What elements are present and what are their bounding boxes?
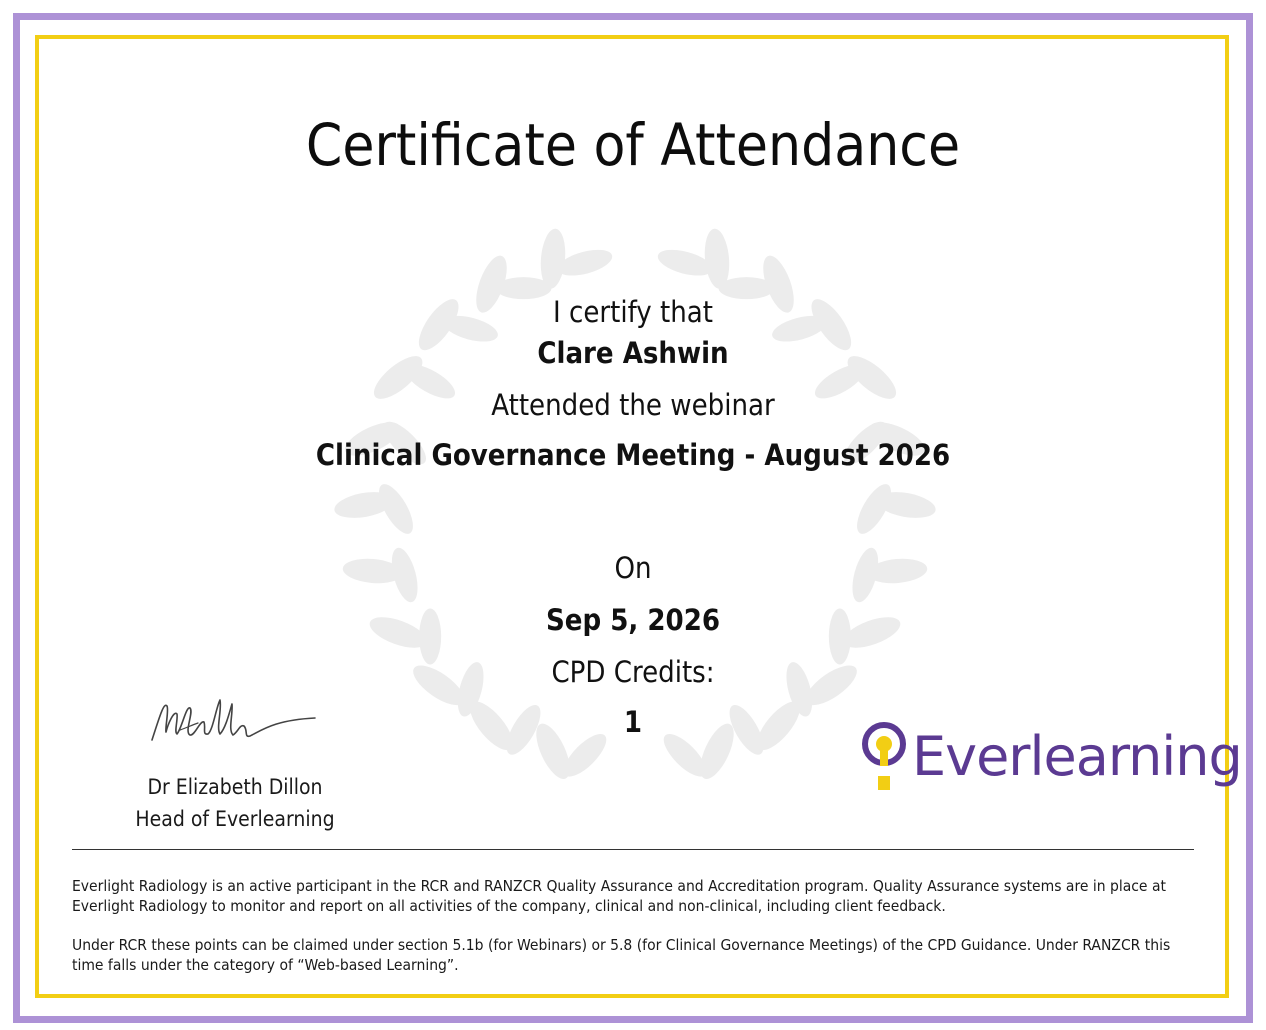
attendance-date: Sep 5, 2026 <box>546 603 720 637</box>
certificate-title: Certificate of Attendance <box>305 111 961 179</box>
footer-paragraph-accreditation: Everlight Radiology is an active participant in the RCR and RANZCR Quality Assurance and Accreditation program. Quality Assurance systems are in place at Everlight Radiology to monitor and report on all activities of the company, clinical and non-clinical, including client feedback. <box>72 877 1166 915</box>
signature <box>140 680 330 765</box>
footer-divider <box>72 849 1194 850</box>
attendee-name: Clare Ashwin <box>537 336 729 370</box>
on-text: On <box>614 551 652 585</box>
certify-text: I certify that <box>553 295 713 329</box>
signatory-role: Head of Everlearning <box>135 807 335 831</box>
everlearning-logo: Everlearning <box>912 725 1242 788</box>
footer-paragraph-cpd: Under RCR these points can be claimed under section 5.1b (for Webinars) or 5.8 (for Clinical Governance Meetings) of the CPD Guidance. Under RANZCR this time falls under the category of “Web-based Learning”. <box>72 936 1171 974</box>
cpd-credits-value: 1 <box>623 705 643 739</box>
lightbulb-icon <box>858 720 910 794</box>
attended-text: Attended the webinar <box>491 388 775 422</box>
signatory-name: Dr Elizabeth Dillon <box>147 775 323 799</box>
cpd-credits-label: CPD Credits: <box>551 655 715 689</box>
event-name: Clinical Governance Meeting - August 2026 <box>315 438 951 472</box>
